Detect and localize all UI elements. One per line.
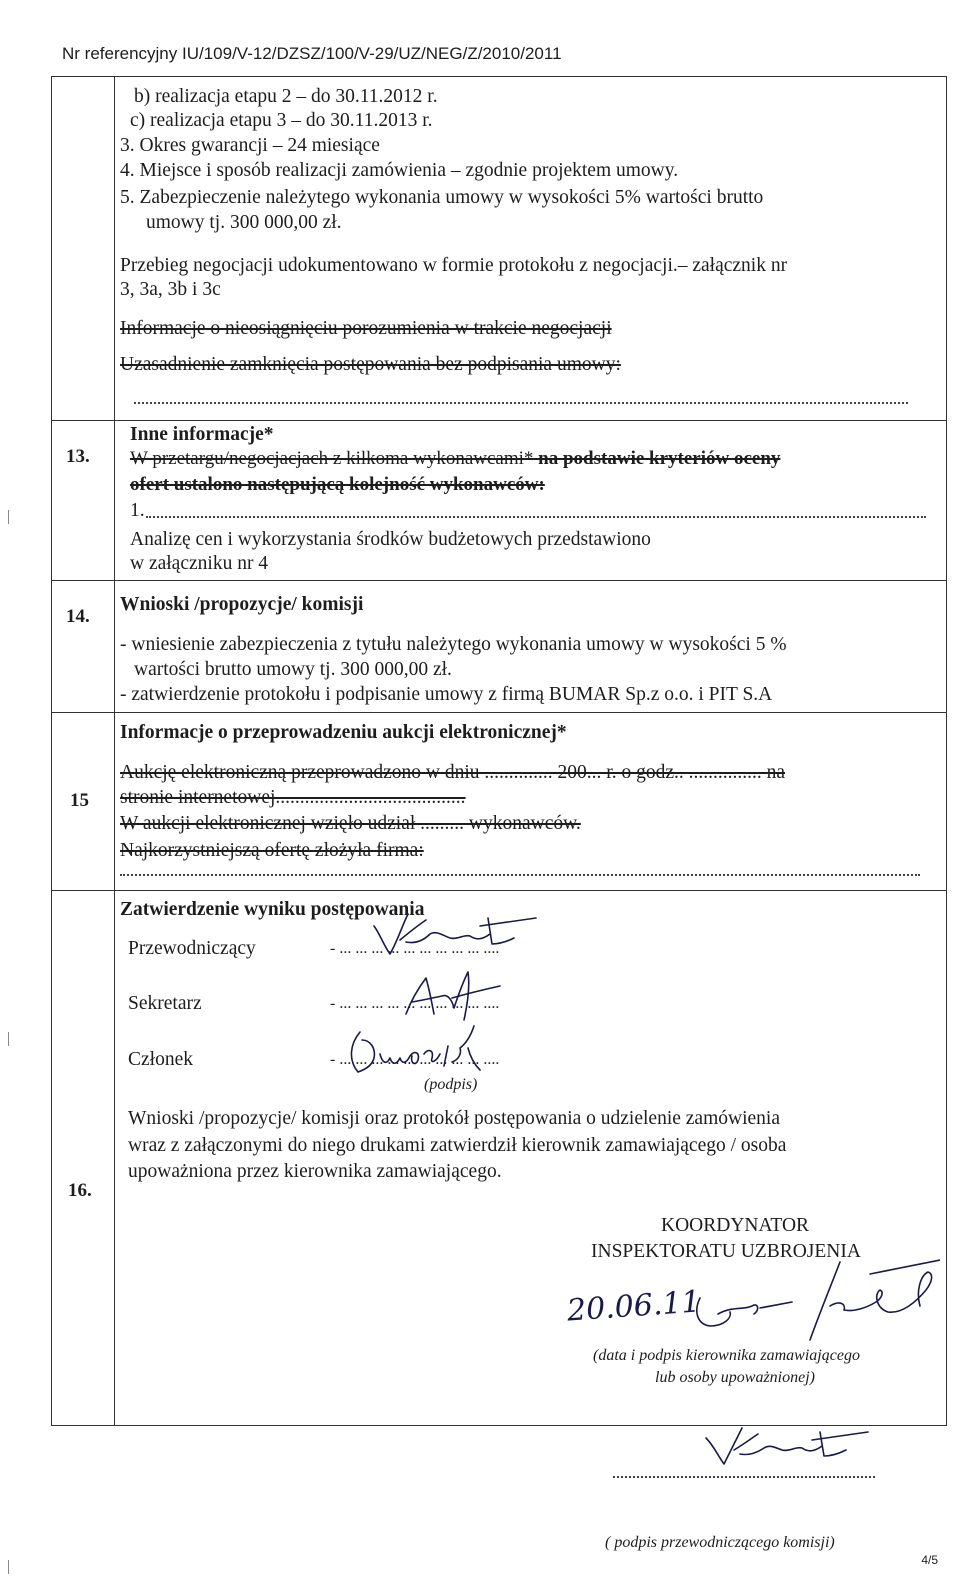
row-divider-16	[51, 890, 947, 891]
section-title: Informacje o przeprowadzeniu aukcji elektronicznej*	[120, 722, 567, 743]
page-number: 4/5	[921, 1553, 938, 1567]
number-column-divider	[114, 76, 115, 1426]
approval-paragraph-line3: upoważniona przez kierownika zamawiającego.	[128, 1161, 502, 1182]
section-title: Inne informacje*	[130, 424, 274, 445]
proposal-line: - wniesienie zabezpieczenia z tytułu należytego wykonania umowy w wysokości 5 %	[120, 634, 787, 655]
list-item-one: 1.	[130, 500, 145, 521]
row-divider-15	[51, 712, 947, 713]
margin-mark	[8, 1560, 9, 1574]
no-agreement-struck: Informacje o nieosiągnięciu porozumienia w trakcie negocjacji	[120, 318, 612, 339]
role-member-dots: - ... ... ... ... ... ... ... ... ... ....	[330, 1051, 500, 1068]
auction-date-struck: Aukcję elektroniczną przeprowadzono w dniu .............. 200... r. o godz.. ............... na	[120, 762, 785, 783]
stage-2-line: b) realizacja etapu 2 – do 30.11.2012 r.	[134, 86, 438, 107]
approver-caption-line2: lub osoby upoważnionej)	[655, 1369, 815, 1386]
row-divider-13	[51, 420, 947, 421]
analysis-line: Analizę cen i wykorzystania środków budżetowych przedstawiono	[130, 529, 651, 550]
stamp-inspektorat: INSPEKTORATU UZBROJENIA	[591, 1241, 861, 1262]
best-offer-struck: Najkorzystniejszą ofertę złożyła firma:	[120, 840, 424, 861]
stamp-koordynator: KOORDYNATOR	[661, 1215, 810, 1236]
approver-signature-icon	[640, 1252, 940, 1342]
role-secretary: Sekretarz	[128, 993, 202, 1014]
section-number: 16.	[68, 1180, 92, 1201]
approval-line: - zatwierdzenie protokołu i podpisanie umowy z firmą BUMAR Sp.z o.o. i PIT S.A	[120, 684, 773, 705]
place-line: 4. Miejsce i sposób realizacji zamówienia – zgodnie projektem umowy.	[120, 160, 679, 181]
negotiation-line: Przebieg negocjacji udokumentowano w formie protokołu z negocjacji.– załącznik nr	[120, 255, 788, 276]
dotted-line	[120, 872, 920, 876]
section-number: 13.	[66, 446, 90, 467]
ranking-struck: ofert ustalono następującą kolejność wykonawców:	[130, 474, 545, 495]
bidders-struck: W przetargu/negocjacjach z kilkoma wykonawcami* na podstawie kryteriów oceny	[130, 448, 781, 469]
member-signature-icon	[340, 1022, 510, 1078]
annex-line: 3, 3a, 3b i 3c	[120, 279, 221, 300]
signature-caption: (podpis)	[424, 1076, 478, 1093]
dotted-line	[134, 400, 908, 404]
margin-mark	[8, 510, 9, 524]
approval-paragraph-line1: Wnioski /propozycje/ komisji oraz protokół postępowania o udzielenie zamówienia	[128, 1108, 780, 1129]
auction-site-struck: stronie internetowej.......................................	[120, 787, 466, 808]
role-secretary-dots: - ... ... ... ... ... ... ... ... ... ....	[330, 995, 500, 1012]
approver-caption-line1: (data i podpis kierownika zamawiającego	[593, 1347, 860, 1364]
auction-participants-struck: W aukcji elektronicznej wzięło udział ......... wykonawców.	[120, 813, 581, 834]
role-member: Członek	[128, 1049, 193, 1070]
section-title: Zatwierdzenie wyniku postępowania	[120, 899, 425, 920]
role-chair-dots: - ... ... ... ... ... ... ... ... ... ....	[330, 940, 500, 957]
secretary-signature-icon	[396, 968, 506, 1028]
section-number: 15	[70, 790, 89, 811]
closure-reason-struck: Uzasadnienie zamknięcia postępowania bez podpisania umowy:	[120, 354, 621, 375]
security-amount-line: umowy tj. 300 000,00 zł.	[146, 212, 342, 233]
row-divider-14	[51, 580, 947, 581]
analysis-annex-line: w załączniku nr 4	[130, 553, 269, 574]
handwritten-date: 20.06.11	[565, 1284, 702, 1329]
chair-caption: ( podpis przewodniczącego komisji)	[605, 1534, 835, 1551]
margin-mark	[8, 1032, 9, 1046]
chair-signature-line	[613, 1474, 875, 1478]
section-title: Wnioski /propozycje/ komisji	[120, 594, 364, 615]
proposal-amount-line: wartości brutto umowy tj. 300 000,00 zł.	[134, 659, 452, 680]
chair-final-signature-icon	[700, 1418, 870, 1468]
chair-signature-icon	[360, 900, 540, 962]
security-line: 5. Zabezpieczenie należytego wykonania umowy w wysokości 5% wartości brutto	[120, 187, 764, 208]
dotted-line	[146, 514, 926, 518]
section-number: 14.	[66, 606, 90, 627]
approval-paragraph-line2: wraz z załączonymi do niego drukami zatwierdził kierownik zamawiającego / osoba	[128, 1135, 787, 1156]
warranty-line: 3. Okres gwarancji – 24 miesiące	[120, 135, 380, 156]
role-chair: Przewodniczący	[128, 938, 256, 959]
reference-number: Nr referencyjny IU/109/V-12/DZSZ/100/V-29/UZ/NEG/Z/2010/2011	[62, 44, 562, 63]
stage-3-line: c) realizacja etapu 3 – do 30.11.2013 r.	[130, 110, 433, 131]
